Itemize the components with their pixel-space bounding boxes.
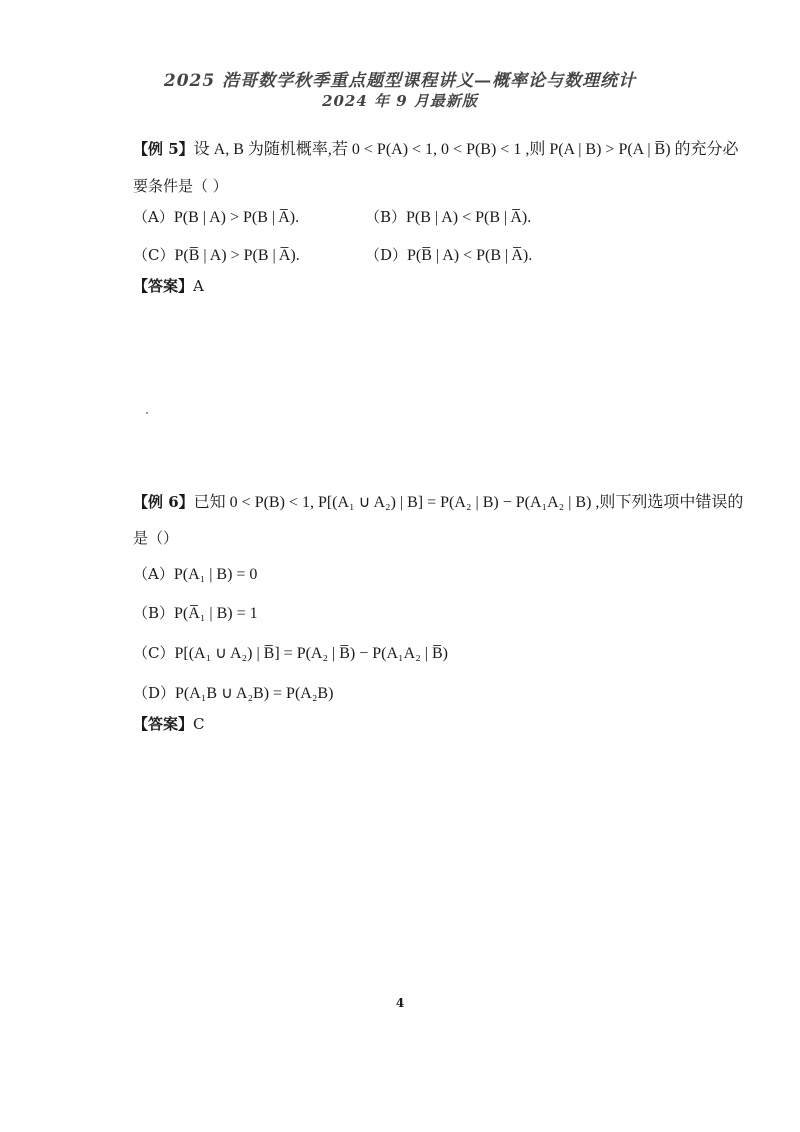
example5-option-a — [133, 207, 299, 228]
example6-stem-line2: 是（） — [133, 529, 179, 547]
example6-label: 【例 6】 — [133, 493, 194, 511]
example5-option-c — [133, 245, 300, 266]
option-text: P(A₁ | B) = 0 — [173, 566, 258, 583]
option-text: P(B | A) < P(B | A̅). — [406, 209, 532, 226]
example5-answer — [133, 276, 204, 296]
option-key: （B） — [133, 604, 175, 622]
example6-option-a — [133, 564, 257, 585]
option-text: P(B̅ | A) < P(B | A̅). — [407, 247, 533, 264]
example5-stem-line1 — [133, 139, 739, 160]
example6-option-b — [133, 603, 258, 624]
example5-stem-line2: 要条件是（ ） — [133, 177, 228, 195]
option-text: P(A₁B ∪ A₂B) = P(A₂B) — [175, 685, 334, 702]
example5-option-d — [365, 245, 532, 266]
option-text: P(A̅₁ | B) = 1 — [174, 605, 258, 622]
option-key: （C） — [133, 644, 175, 662]
answer-value: C — [193, 715, 205, 733]
answer-label: 【答案】 — [133, 715, 194, 733]
option-key: （D） — [133, 684, 176, 702]
example6-option-d — [133, 683, 333, 704]
answer-label: 【答案】 — [133, 277, 194, 295]
header-edition: 2024 年 9 月最新版 — [322, 92, 478, 110]
example6-stem-line1 — [133, 492, 743, 513]
option-text: P(B | A) > P(B | A̅). — [173, 209, 300, 226]
option-key: （D） — [365, 246, 408, 264]
example6-answer — [133, 714, 205, 734]
header-title: 2025 浩哥数学秋季重点题型课程讲义—概率论与数理统计 — [163, 71, 637, 91]
example6-stem: 已知 0 < P(B) < 1, P[(A₁ ∪ A₂) | B] = P(A₂ | B) − P(A₁A₂ | B) ,则下列选项中错误的 — [193, 494, 744, 511]
example5-option-b — [365, 207, 531, 228]
option-key: （B） — [365, 208, 407, 226]
answer-value: A — [193, 277, 204, 295]
example5-label: 【例 5】 — [133, 140, 194, 158]
scan-speck — [146, 412, 148, 414]
option-text: P(B̅ | A) > P(B | A̅). — [174, 247, 300, 264]
option-key: （C） — [133, 246, 175, 264]
option-key: （A） — [133, 208, 174, 226]
example6-option-c — [133, 643, 448, 664]
page-number: 4 — [395, 996, 405, 1010]
example5-stem: 设 A, B 为随机概率,若 0 < P(A) < 1, 0 < P(B) < 1 ,则 P(A | B) > P(A | B̅) 的充分必 — [193, 141, 739, 158]
option-text: P[(A₁ ∪ A₂) | B̅] = P(A₂ | B̅) − P(A₁A₂ | B̅) — [174, 645, 448, 662]
option-key: （A） — [133, 565, 174, 583]
